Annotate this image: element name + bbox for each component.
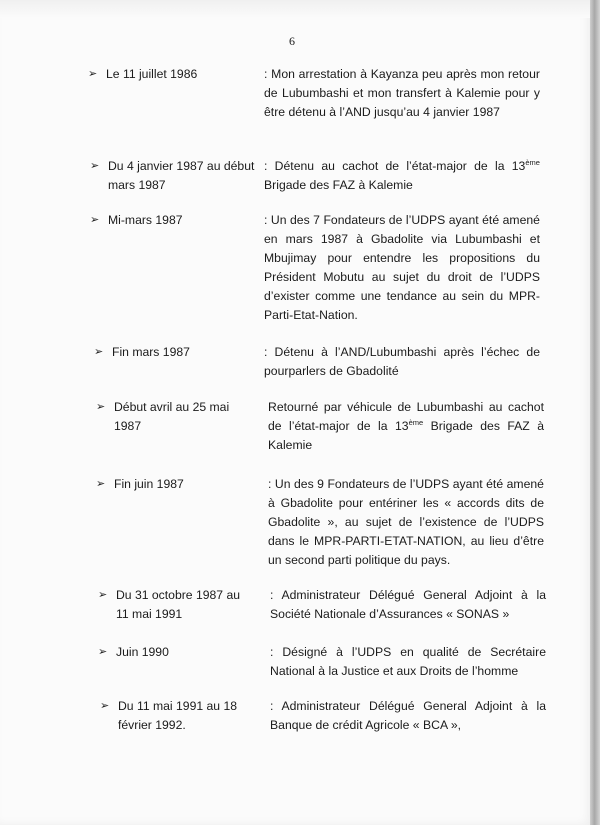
entry-description: Retourné par véhicule de Lubumbashi au cachot de l’état-major de la 13ème Brigade des FAZ à Kalemie: [268, 400, 544, 452]
entry-date: Juin 1990: [116, 645, 169, 659]
page-top-edge: [0, 0, 594, 18]
arrow-bullet-icon: ➢: [96, 401, 106, 413]
entry-description: : Administrateur Délégué General Adjoint à la Banque de crédit Agricole « BCA »,: [270, 699, 546, 732]
entry-date: Début avril au 25 mai 1987: [114, 400, 230, 433]
arrow-bullet-icon: ➢: [98, 646, 108, 658]
arrow-bullet-icon: ➢: [90, 214, 100, 226]
entry-description: : Administrateur Délégué General Adjoint à la Société Nationale d’Assurances « SONAS »: [270, 588, 546, 621]
page-right-edge: [590, 0, 600, 825]
entry-date: Le 11 juillet 1986: [106, 67, 198, 81]
entry-description: : Un des 7 Fondateurs de l’UDPS ayant été amené en mars 1987 à Gbadolite via Lubumbashi et Mbujimay pour entendre les propositions du Président Mobutu au sujet du droit de l’UDPS d’exister comme une tendance au sein du MPR-Parti-Etat-Nation.: [264, 213, 540, 322]
arrow-bullet-icon: ➢: [98, 589, 108, 601]
arrow-bullet-icon: ➢: [88, 68, 98, 80]
superscript-ordinal: ème: [408, 418, 424, 427]
entry-description: : Détenu au cachot de l’état-major de la 13ème Brigade des FAZ à Kalemie: [264, 158, 540, 192]
entry-description: : Désigné à l’UDPS en qualité de Secrétaire National à la Justice et aux Droits de l’homme: [270, 645, 546, 678]
arrow-bullet-icon: ➢: [90, 160, 100, 172]
entry-date: Du 31 octobre 1987 au 11 mai 1991: [116, 588, 240, 621]
entry-date: Fin mars 1987: [112, 345, 190, 359]
arrow-bullet-icon: ➢: [96, 478, 106, 490]
entry-description: : Détenu à l’AND/Lubumbashi après l’échec de pourparlers de Gbadolité: [264, 345, 540, 378]
entry-date: Mi-mars 1987: [108, 213, 183, 227]
entry-date: Du 4 janvier 1987 au début mars 1987: [108, 159, 255, 192]
entry-date: Du 11 mai 1991 au 18 février 1992.: [118, 699, 238, 732]
entry-description: : Mon arrestation à Kayanza peu après mon retour de Lubumbashi et mon transfert à Kalemie pour y être détenu à l’AND jusqu’au 4 janvier 1987: [264, 67, 540, 119]
superscript-ordinal: ème: [525, 158, 540, 167]
entry-description: : Un des 9 Fondateurs de l’UDPS ayant été amené à Gbadolite pour entériner les « accords dits de Gbadolite », au sujet de l’existence de l’UDPS dans le MPR-PARTI-ETAT-NATION, au lieu d’être un second parti politique du pays.: [268, 477, 544, 567]
arrow-bullet-icon: ➢: [94, 346, 104, 358]
page-number: 6: [289, 34, 295, 48]
entry-date: Fin juin 1987: [114, 477, 184, 491]
arrow-bullet-icon: ➢: [100, 700, 110, 712]
